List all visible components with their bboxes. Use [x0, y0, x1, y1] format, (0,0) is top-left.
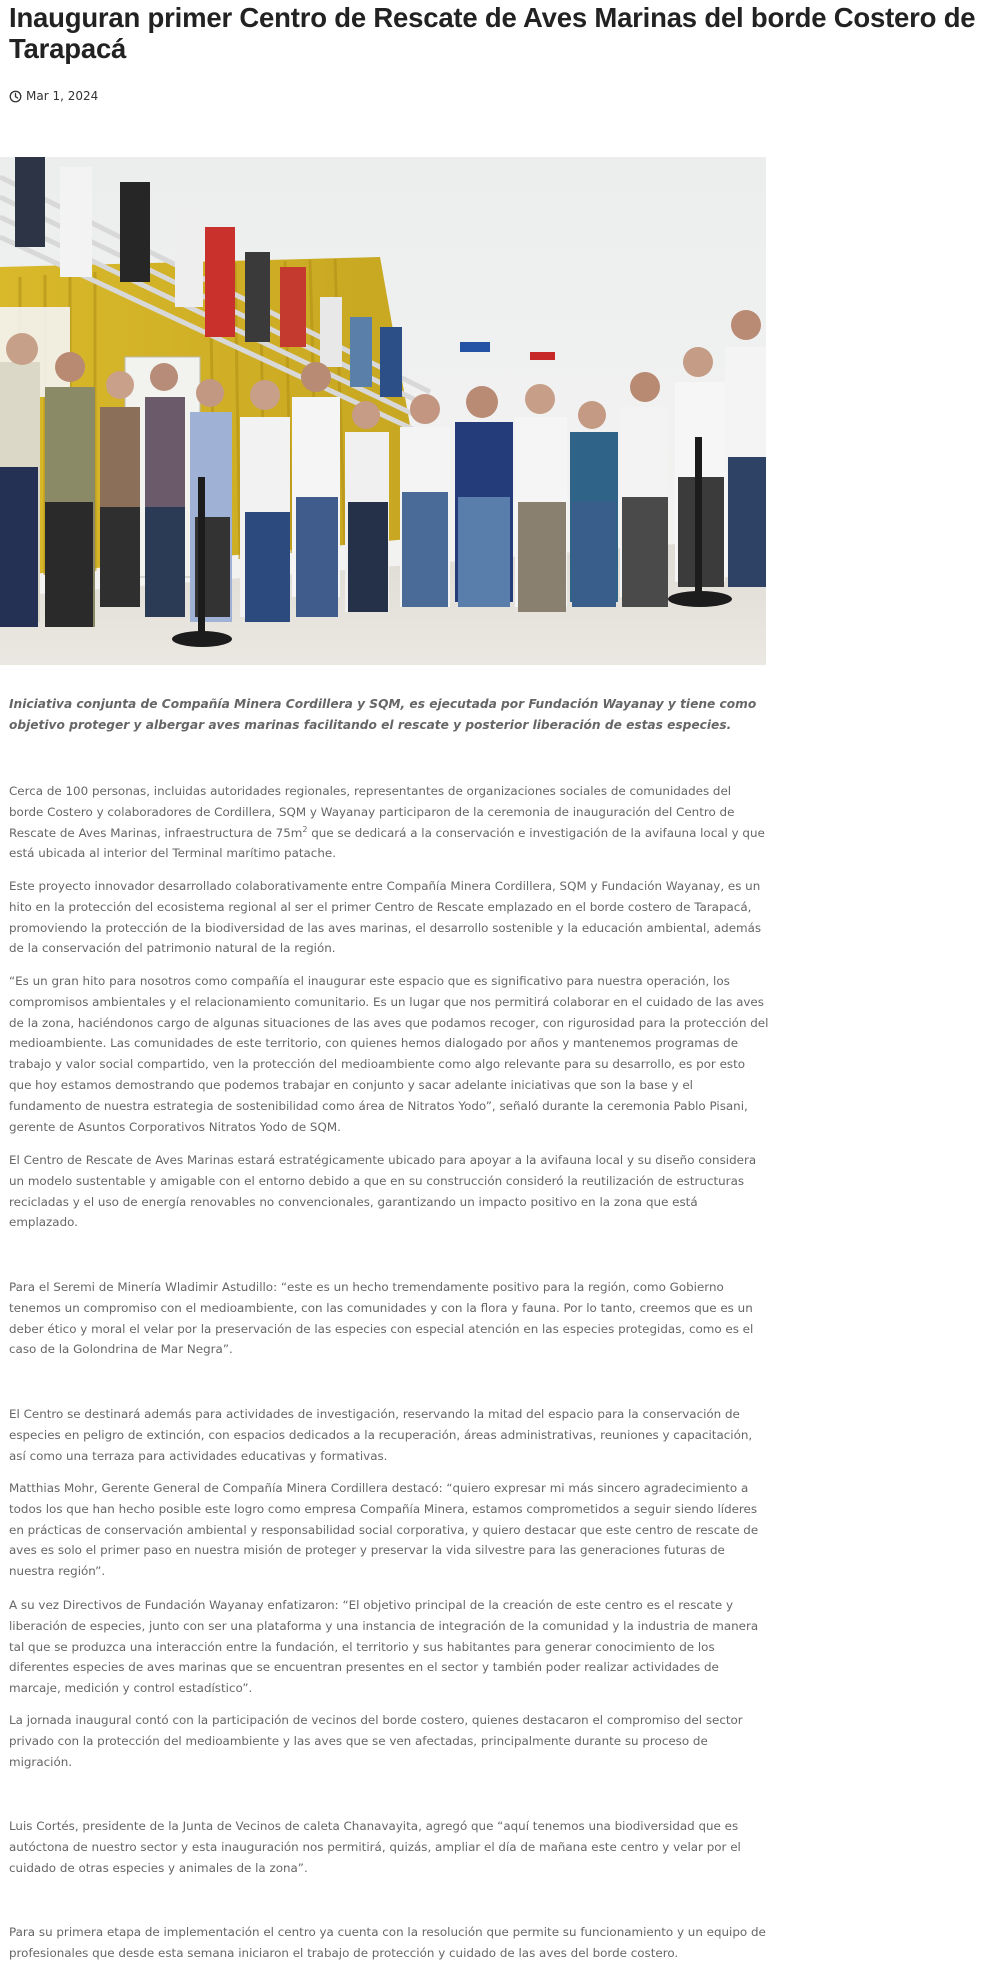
publish-date: [9, 89, 98, 103]
article-paragraph-5: Para el Seremi de Minería Wladimir Astudillo: “este es un hecho tremendamente positivo para la región, como Gobierno tenemos un compromiso con el medioambiente, con las comunidades y con la flora y fauna. Por lo tanto, creemos que es un deber ético y moral el velar por la preservación de las especies con especial atención en las especies protegidas, como es el caso de la Golondrina de Mar Negra”.: [9, 1280, 754, 1357]
article-paragraph-2: Este proyecto innovador desarrollado colaborativamente entre Compañía Minera Cordillera, SQM y Fundación Wayanay, es un hito en la protección del ecosistema regional al ser el primer Centro de Rescate emplazado en el borde costero de Tarapacá, promoviendo la protección de la biodiversidad de las aves marinas, el desarrollo sostenible y la educación ambiental, además de la conservación del patrimonio natural de la región.: [9, 879, 762, 956]
hero-photo-image: [0, 157, 766, 665]
article-paragraph-8: A su vez Directivos de Fundación Wayanay enfatizaron: “El objetivo principal de la creación de este centro es el rescate y liberación de especies, junto con ser una plataforma y una instancia de integración de la comunidad y la industria de manera tal que se produzca una interacción entre la fundación, el territorio y sus habitantes para generar conocimiento de los diferentes especies de aves marinas que se encuentran presentes en el sector y también poder realizar actividades de marcaje, medición y control estadístico”.: [9, 1598, 759, 1696]
paragraph-1-text: Cerca de 100 personas, incluidas autoridades regionales, representantes de organizaciones sociales de comunidades del borde Costero y colaboradores de Cordillera, SQM y Wayanay participaron de la ceremonia de inauguración del Centro de Rescate de Aves Marinas, infraestructura de 75m: [9, 784, 735, 840]
page-title: Inauguran primer Centro de Rescate de Aves Marinas del borde Costero de Tarapacá: [9, 2, 976, 64]
article-lead: Iniciativa conjunta de Compañía Minera Cordillera y SQM, es ejecutada por Fundación Wayanay y tiene como objetivo proteger y albergar aves marinas facilitando el rescate y posterior liberación de estas especies.: [9, 697, 757, 732]
paragraph-1-text-end: que se dedicará a la conservación e investigación de la avifauna local y que está ubicada al interior del Terminal marítimo patache.: [9, 825, 765, 861]
article-paragraph-11: Para su primera etapa de implementación el centro ya cuenta con la resolución que permite su funcionamiento y un equipo de profesionales que desde esta semana iniciaron el trabajo de protección y cuidado de las aves del borde costero.: [9, 1925, 766, 1960]
article-paragraph-3: “Es un gran hito para nosotros como compañía el inaugurar este espacio que es significativo para nuestra operación, los compromisos ambientales y el relacionamiento comunitario. Es un lugar que nos permitirá colaborar en el cuidado de las aves de la zona, haciéndonos cargo de algunas situaciones de las aves que podamos recoger, con rigurosidad para la protección del medioambiente. Las comunidades de este territorio, con quienes hemos dialogado por años y mantenemos programas de trabajo y valor social compartido, ven la protección del medioambiente como algo relevante para su desarrollo, es por esto que hoy estamos demostrando que podemos trabajar en conjunto y sacar adelante iniciativas que son la base y el fundamento de nuestra estrategia de sostenibilidad como área de Nitratos Yodo”, señaló durante la ceremonia Pablo Pisani, gerente de Asuntos Corporativos Nitratos Yodo de SQM.: [9, 974, 769, 1134]
superscript-2: 2: [302, 824, 308, 834]
article-paragraph-4: El Centro de Rescate de Aves Marinas estará estratégicamente ubicado para apoyar a la avifauna local y su diseño considera un modelo sustentable y amigable con el entorno debido a que en su construcción consideró la reutilización de estructuras recicladas y el uso de energía renovables no convencionales, garantizando un impacto positivo en la zona que está emplazado.: [9, 1153, 757, 1230]
publish-date-text: Mar 1, 2024: [26, 89, 99, 103]
article-paragraph-7: Matthias Mohr, Gerente General de Compañía Minera Cordillera destacó: “quiero expresar mi más sincero agradecimiento a todos los que han hecho posible este logro como empresa Compañía Minera, estamos comprometidos a seguir siendo líderes en prácticas de conservación ambiental y responsabilidad social corporativa, y quiero destacar que este centro de rescate de aves es solo el primer paso en nuestra misión de proteger y preservar la vida silvestre para las generaciones futuras de nuestra región”.: [9, 1481, 759, 1579]
hero-photo: [0, 157, 766, 665]
article-paragraph-10: Luis Cortés, presidente de la Junta de Vecinos de caleta Chanavayita, agregó que “aquí tenemos una biodiversidad que es autóctona de nuestro sector y esta inauguración nos permitirá, quizás, ampliar el día de mañana este centro y velar por el cuidado de otras especies y animales de la zona”.: [9, 1819, 741, 1875]
article-paragraph-9: La jornada inaugural contó con la participación de vecinos del borde costero, quienes destacaron el compromiso del sector privado con la protección del medioambiente y las aves que se ven afectadas, principalmente durante su proceso de migración.: [9, 1713, 743, 1769]
article-paragraph-1: [9, 781, 769, 864]
clock-icon: [9, 90, 22, 103]
article-paragraph-6: El Centro se destinará además para actividades de investigación, reservando la mitad del espacio para la conservación de especies en peligro de extinción, con espacios dedicados a la recuperación, áreas administrativas, reuniones y capacitación, así como una terraza para actividades educativas y formativas.: [9, 1407, 753, 1463]
